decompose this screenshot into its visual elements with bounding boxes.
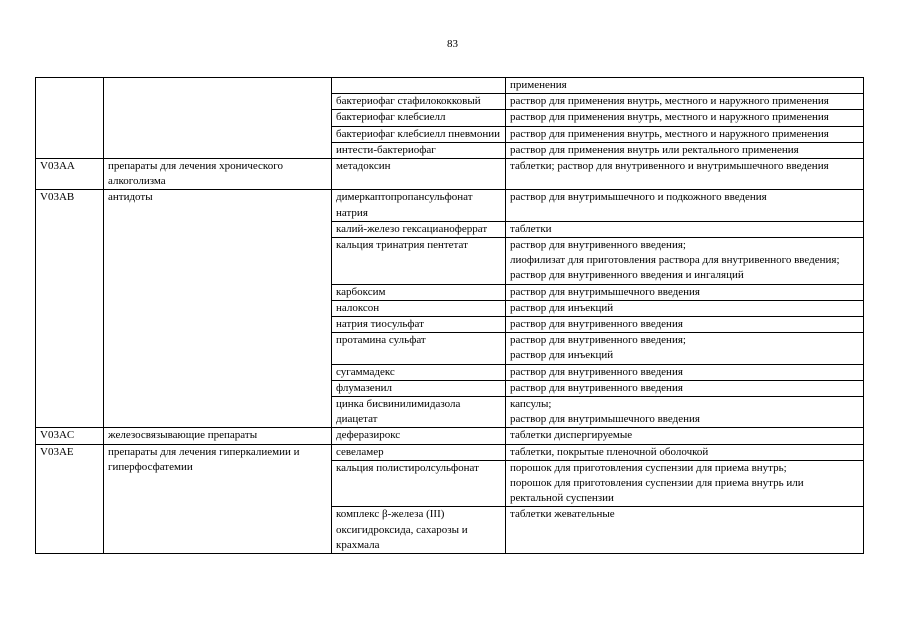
drug-name-cell: бактериофаг клебсиелл пневмонии <box>332 126 506 142</box>
dosage-forms-cell <box>506 238 864 285</box>
dosage-form-line: раствор для внутривенного введения; <box>510 334 686 347</box>
atc-code-cell: V03AC <box>36 428 104 444</box>
dosage-form-line: раствор для применения внутрь или ректального применения <box>510 143 799 156</box>
dosage-form-line: таблетки <box>510 222 552 235</box>
dosage-form-line: раствор для применения внутрь, местного и наружного применения <box>510 111 829 124</box>
dosage-forms-cell <box>506 364 864 380</box>
dosage-form-line: таблетки, покрытые пленочной оболочкой <box>510 445 709 458</box>
dosage-form-line: раствор для инъекций <box>510 301 614 314</box>
drug-table <box>35 77 864 554</box>
table-row <box>36 159 864 190</box>
drug-name-cell: бактериофаг стафилококковый <box>332 94 506 110</box>
dosage-form-line: порошок для приготовления суспензии для приема внутрь; <box>510 461 787 474</box>
dosage-forms-cell <box>506 221 864 237</box>
group-name-cell <box>104 78 332 159</box>
drug-name-cell: кальция тринатрия пентетат <box>332 238 506 285</box>
dosage-form-line: лиофилизат для приготовления раствора для внутривенного введения; <box>510 254 840 267</box>
drug-name-cell: интести-бактериофаг <box>332 142 506 158</box>
group-name-cell: железосвязывающие препараты <box>104 428 332 444</box>
drug-name-cell: комплекс β-железа (III) оксигидроксида, сахарозы и крахмала <box>332 507 506 554</box>
dosage-form-line: таблетки диспергируемые <box>510 429 633 442</box>
group-name-cell: препараты для лечения гиперкалиемии и гиперфосфатемии <box>104 444 332 553</box>
dosage-form-line: раствор для внутримышечного введения <box>510 413 700 426</box>
dosage-form-line: раствор для применения внутрь, местного и наружного применения <box>510 95 829 108</box>
dosage-forms-cell <box>506 94 864 110</box>
dosage-form-line: порошок для приготовления суспензии для приема внутрь или ректальной суспензии <box>510 477 804 505</box>
dosage-form-line: таблетки; раствор для внутривенного и внутримышечного введения <box>510 160 829 173</box>
page-number: 83 <box>447 38 458 50</box>
drug-name-cell: димеркаптопропансульфонат натрия <box>332 190 506 221</box>
table-row <box>36 444 864 460</box>
dosage-forms-cell <box>506 126 864 142</box>
dosage-forms-cell <box>506 317 864 333</box>
dosage-form-line: раствор для внутривенного введения <box>510 365 683 378</box>
dosage-form-line: раствор для инъекций <box>510 349 614 362</box>
dosage-form-line: раствор для внутривенного введения <box>510 318 683 331</box>
drug-name-cell: флумазенил <box>332 380 506 396</box>
drug-name-cell: калий-железо гексацианоферрат <box>332 221 506 237</box>
drug-name-cell: сугаммадекс <box>332 364 506 380</box>
group-name-cell: препараты для лечения хронического алкоголизма <box>104 159 332 190</box>
drug-name-cell: деферазирокс <box>332 428 506 444</box>
dosage-form-line: применения <box>510 79 567 91</box>
drug-name-cell: бактериофаг клебсиелл <box>332 110 506 126</box>
dosage-forms-cell <box>506 380 864 396</box>
dosage-forms-cell <box>506 333 864 364</box>
atc-code-cell: V03AE <box>36 444 104 553</box>
table-row <box>36 190 864 221</box>
dosage-form-line: раствор для внутривенного введения; <box>510 239 686 252</box>
drug-name-cell: цинка бисвинилимидазола диацетат <box>332 397 506 428</box>
atc-code-cell <box>36 78 104 159</box>
drug-name-cell <box>332 78 506 94</box>
dosage-form-line: раствор для внутримышечного введения <box>510 285 700 298</box>
dosage-forms-cell <box>506 110 864 126</box>
dosage-forms-cell <box>506 507 864 554</box>
drug-name-cell: налоксон <box>332 300 506 316</box>
dosage-form-line: таблетки жевательные <box>510 508 615 521</box>
drug-name-cell: метадоксин <box>332 159 506 190</box>
dosage-form-line: раствор для внутривенного введения <box>510 381 683 394</box>
drug-name-cell: протамина сульфат <box>332 333 506 364</box>
dosage-forms-cell <box>506 444 864 460</box>
atc-code-cell: V03AA <box>36 159 104 190</box>
dosage-forms-cell <box>506 397 864 428</box>
drug-name-cell: севеламер <box>332 444 506 460</box>
table-row <box>36 428 864 444</box>
table-row <box>36 78 864 94</box>
dosage-form-line: раствор для внутримышечного и подкожного введения <box>510 191 767 204</box>
dosage-forms-cell <box>506 78 864 94</box>
dosage-form-line: раствор для внутривенного введения и ингаляций <box>510 269 744 282</box>
drug-name-cell: натрия тиосульфат <box>332 317 506 333</box>
dosage-forms-cell <box>506 460 864 507</box>
dosage-form-line: раствор для применения внутрь, местного и наружного применения <box>510 127 829 140</box>
dosage-form-line: капсулы; <box>510 398 552 411</box>
drug-name-cell: кальция полистиролсульфонат <box>332 460 506 507</box>
dosage-forms-cell <box>506 190 864 221</box>
dosage-forms-cell <box>506 284 864 300</box>
dosage-forms-cell <box>506 428 864 444</box>
drug-name-cell: карбоксим <box>332 284 506 300</box>
group-name-cell: антидоты <box>104 190 332 428</box>
dosage-forms-cell <box>506 159 864 190</box>
dosage-forms-cell <box>506 300 864 316</box>
atc-code-cell: V03AB <box>36 190 104 428</box>
dosage-forms-cell <box>506 142 864 158</box>
